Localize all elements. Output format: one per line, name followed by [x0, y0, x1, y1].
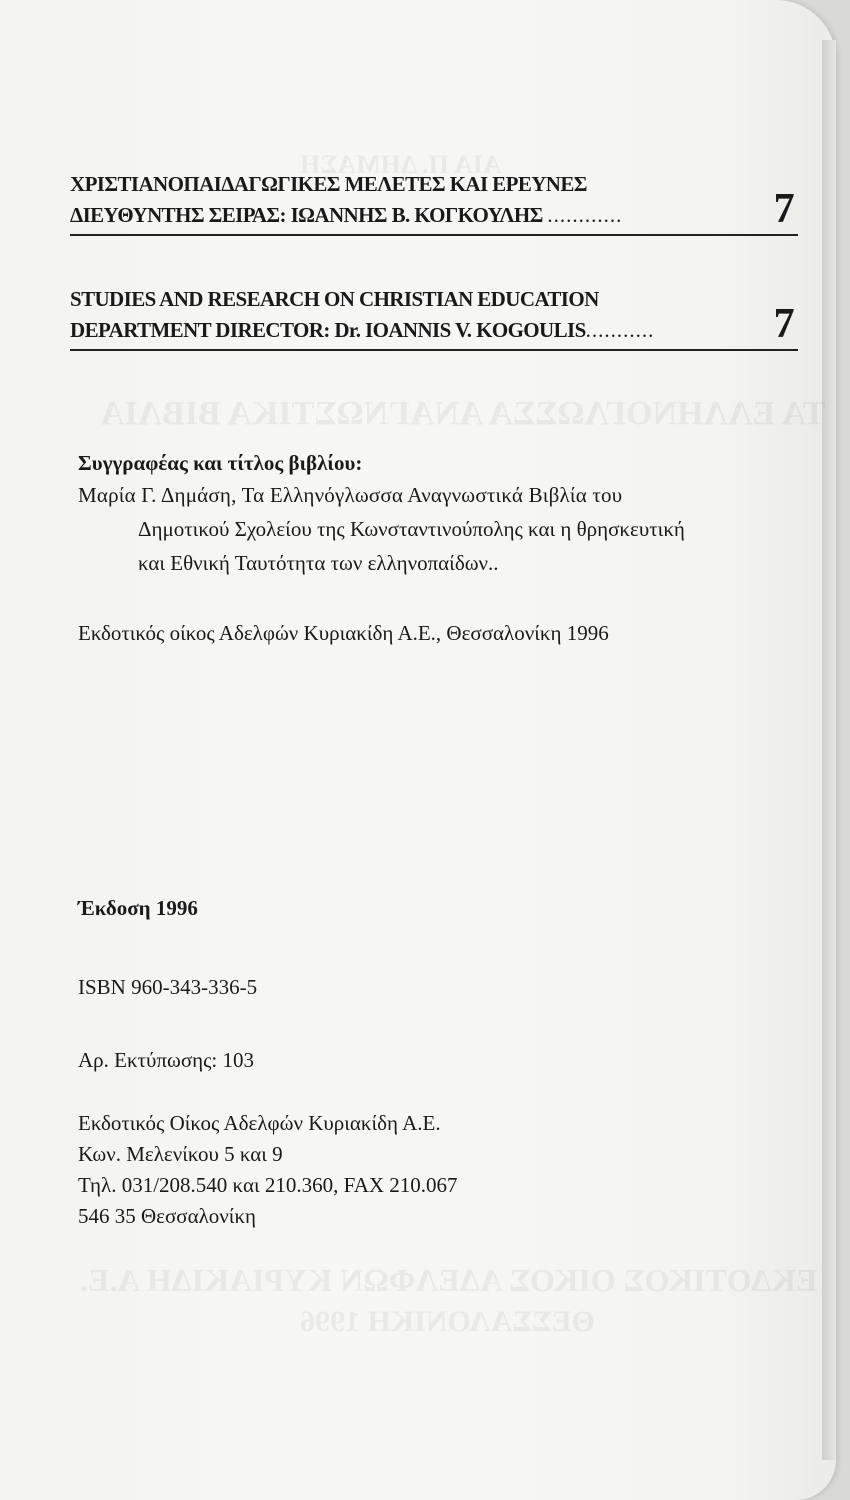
series-title: STUDIES AND RESEARCH ON CHRISTIAN EDUCATION: [70, 287, 599, 311]
series-director-name: ΔΙΕΥΘΥΝΤΗΣ ΣΕΙΡΑΣ: ΙΩΑΝΝΗΣ Β. ΚΟΓΚΟΥΛΗΣ: [70, 203, 543, 227]
author-line: Δημοτικού Σχολείου της Κωνσταντινούπολης και η θρησκευτική: [138, 517, 685, 541]
address-line: Εκδοτικός Οίκος Αδελφών Κυριακίδη Α.Ε.: [78, 1111, 441, 1135]
address-line: 546 35 Θεσσαλονίκη: [78, 1204, 257, 1228]
edition: Έκδοση 1996: [78, 896, 198, 920]
author-title-text: [78, 478, 808, 580]
address-line: Τηλ. 031/208.540 και 210.360, FAX 210.067: [78, 1173, 458, 1197]
address-line: Κων. Μελενίκου 5 και 9: [78, 1142, 283, 1166]
show-through-text: ΕΚΔΟΤΙΚΟΣ ΟΙΚΟΣ ΑΔΕΛΦΩΝ ΚΥΡΙΑΚΙΔΗ Α.Ε.: [80, 1262, 818, 1298]
series-director: [70, 301, 798, 351]
series-english: [70, 285, 798, 351]
show-through-text: ΤΑ ΕΛΛΗΝΟΓΛΩΣΣΑ ΑΝΑΓΝΩΣΤΙΚΑ ΒΙΒΛΙΑ: [100, 395, 826, 432]
author-line: Μαρία Γ. Δημάση, Τα Ελληνόγλωσσα Αναγνωστικά Βιβλία του: [78, 483, 623, 507]
publisher-line: Εκδοτικός οίκος Αδελφών Κυριακίδη Α.Ε., Θεσσαλονίκη 1996: [78, 621, 609, 645]
print-number: Αρ. Εκτύπωσης: 103: [78, 1048, 255, 1072]
show-through-text: ΘΕΣΣΑΛΟΝΙΚΗ 1996: [300, 1305, 595, 1338]
leader-dots: ............: [547, 203, 623, 227]
publisher-address: [78, 1108, 458, 1232]
leader-dots: ...........: [585, 318, 655, 342]
page-edge: [822, 40, 836, 1460]
author-and-title: [78, 448, 808, 580]
series-director-name: DEPARTMENT DIRECTOR: Dr. IOANNIS V. KOGOULIS: [70, 318, 586, 342]
isbn: ISBN 960-343-336-5: [78, 975, 258, 999]
series-number: 7: [773, 301, 794, 347]
series-greek: [70, 170, 798, 236]
show-through-text: ΑΙΑ Π. ΔΗΜΑΣΗ: [300, 150, 502, 179]
series-number: 7: [773, 186, 794, 232]
series-title: ΧΡΙΣΤΙΑΝΟΠΑΙΔΑΓΩΓΙΚΕΣ ΜΕΛΕΤΕΣ ΚΑΙ ΕΡΕΥΝΕΣ: [70, 172, 587, 196]
author-heading: Συγγραφέας και τίτλος βιβλίου:: [78, 451, 363, 475]
author-line: και Εθνική Ταυτότητα των ελληνοπαίδων..: [138, 551, 499, 575]
series-director: [70, 186, 798, 236]
